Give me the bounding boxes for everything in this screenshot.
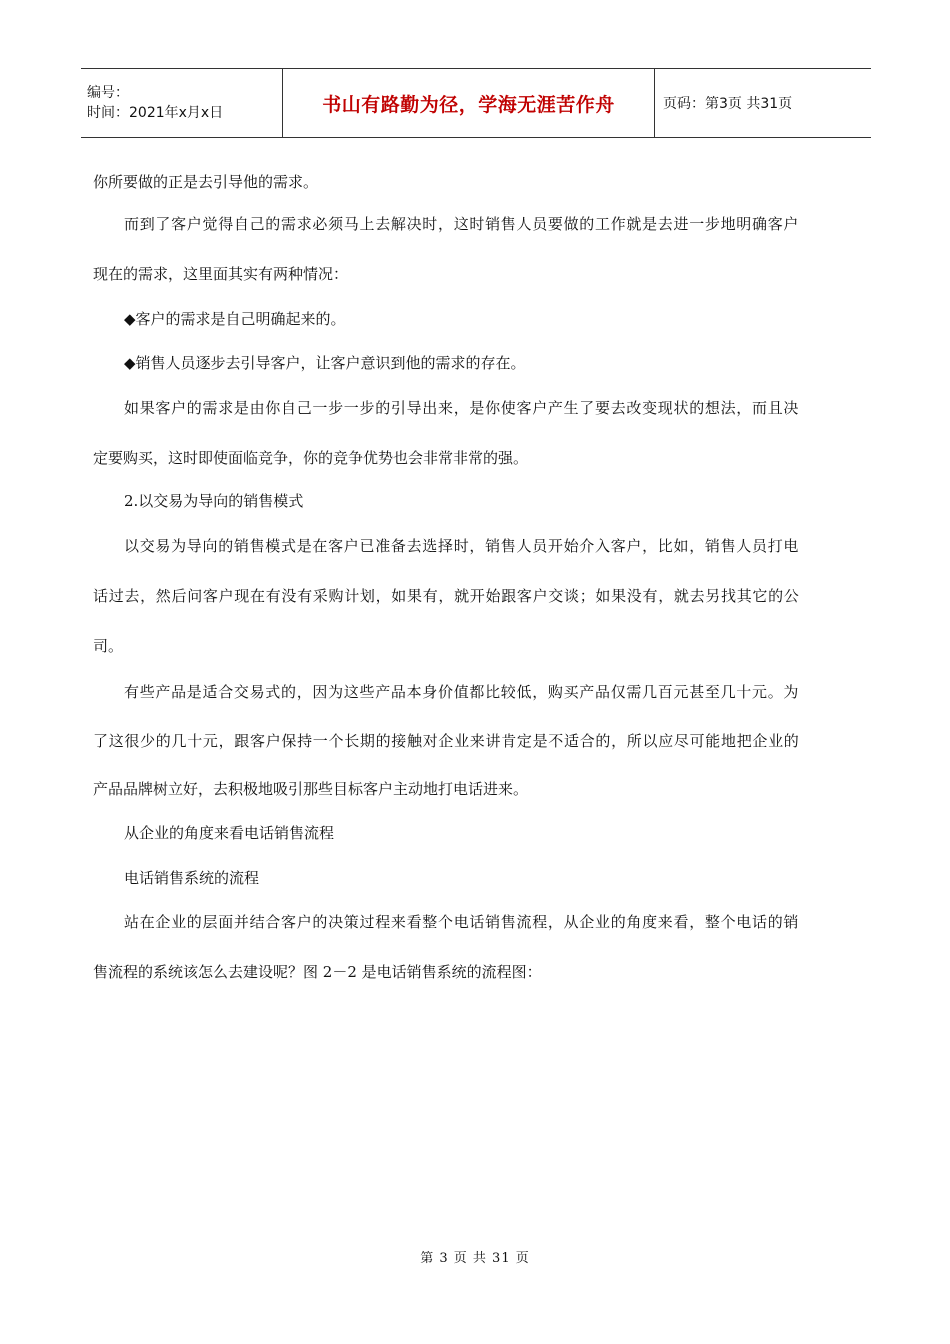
body-line: 司。 [93,637,124,655]
body-line: 定要购买，这时即使面临竞争，你的竞争优势也会非常非常的强。 [93,449,529,467]
body-line: 如果客户的需求是由你自己一步一步的引导出来，是你使客户产生了要去改变现状的想法，而且决 [124,399,800,417]
document-number-label: 编号： [87,85,129,101]
body-line: 你所要做的正是去引导他的需求。 [93,173,319,191]
body-line: 产品品牌树立好，去积极地吸引那些目标客户主动地打电话进来。 [93,780,529,798]
body-line: 了这很少的几十元，跟客户保持一个长期的接触对企业来讲肯定是不适合的，所以应尽可能地把企业的 [93,732,800,750]
page-footer: 第 3 页 共 31 页 [420,1251,530,1266]
header-page-cell [655,69,871,137]
subheading: 电话销售系统的流程 [124,869,260,887]
body-line: 站在企业的层面并结合客户的决策过程来看整个电话销售流程，从企业的角度来看，整个电话的销 [124,913,800,931]
document-header [81,68,871,138]
section-heading: 2.以交易为导向的销售模式 [124,492,304,510]
header-motto-cell [283,69,655,137]
header-motto: 书山有路勤为径，学海无涯苦作舟 [322,93,615,116]
header-page-label: 页码：第3页 共31页 [663,96,793,112]
body-line: 而到了客户觉得自己的需求必须马上去解决时，这时销售人员要做的工作就是去进一步地明确客户 [124,215,800,233]
body-line: 售流程的系统该怎么去建设呢？图 2－2 是电话销售系统的流程图： [93,963,542,981]
header-info-cell [81,69,283,137]
subheading: 从企业的角度来看电话销售流程 [124,824,335,842]
document-date-label: 时间：2021年x月x日 [87,105,224,121]
body-line: 话过去，然后问客户现在有没有采购计划，如果有，就开始跟客户交谈；如果没有，就去另找其它的公 [93,587,800,605]
body-line: ◆销售人员逐步去引导客户，让客户意识到他的需求的存在。 [124,354,526,372]
body-line: 以交易为导向的销售模式是在客户已准备去选择时，销售人员开始介入客户，比如，销售人员打电 [124,537,800,555]
body-line: 有些产品是适合交易式的，因为这些产品本身价值都比较低，购买产品仅需几百元甚至几十元。为 [124,683,800,701]
body-line: 现在的需求，这里面其实有两种情况： [93,265,349,283]
body-line: ◆客户的需求是自己明确起来的。 [124,310,346,328]
